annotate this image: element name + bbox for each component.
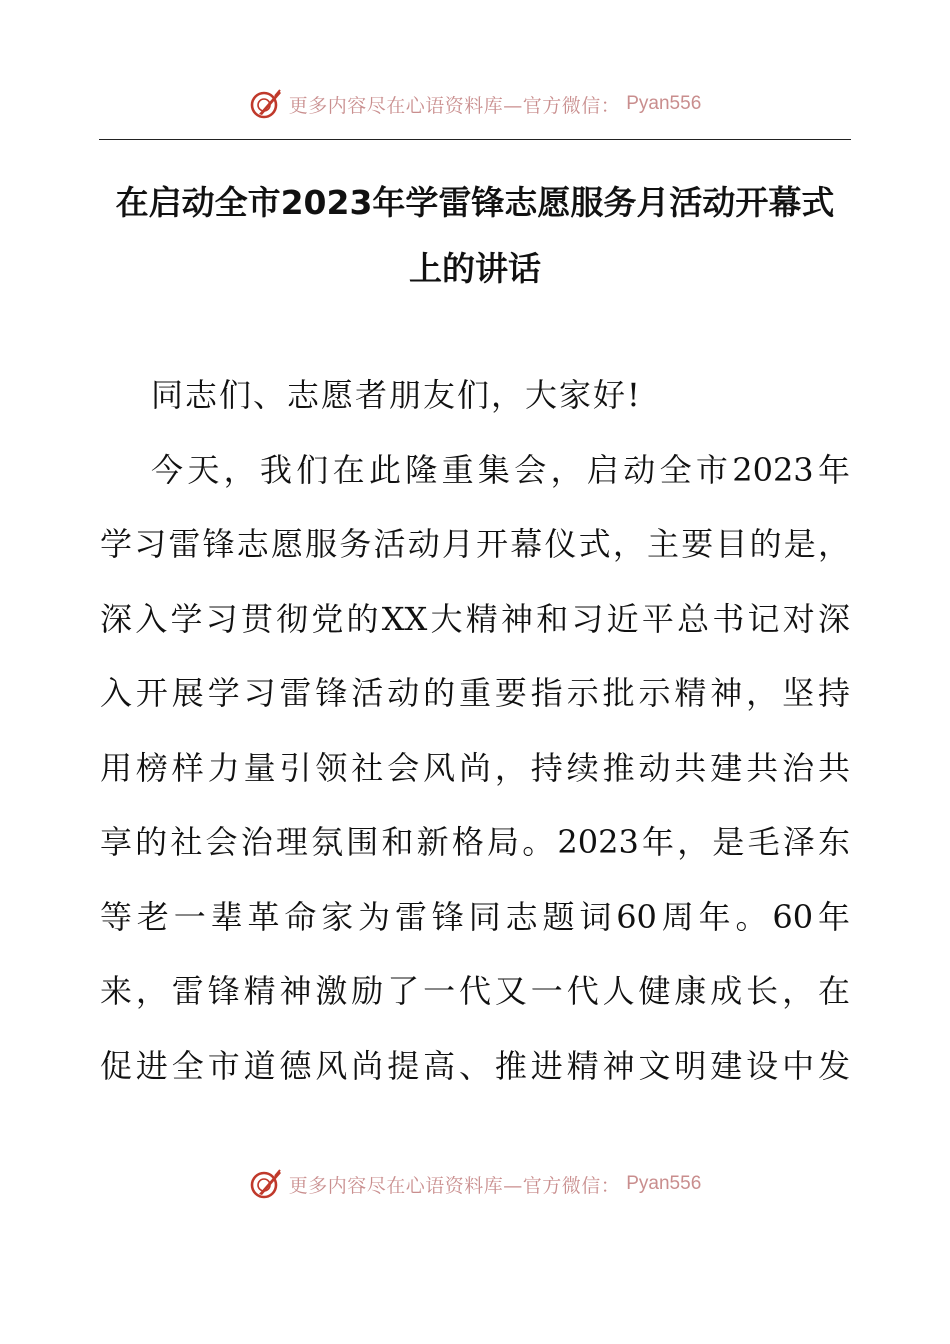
header-banner-content <box>249 87 702 121</box>
paragraph-line: 学习雷锋志愿服务活动月开幕仪式，主要目的是， <box>100 525 850 563</box>
paragraph-line: 等老一辈革命家为雷锋同志题词60周年。60年 <box>100 897 850 936</box>
document-title-line: 上的讲话 <box>409 249 541 288</box>
quill-pen-logo-icon <box>249 1167 283 1201</box>
footer-banner-text: 更多内容尽在心语资料库—官方微信： <box>288 1174 621 1197</box>
header-divider <box>99 139 851 140</box>
quill-pen-logo-icon <box>249 87 283 121</box>
paragraph-line: 享的社会治理氛围和新格局。2023年，是毛泽东 <box>100 823 850 861</box>
paragraph-line: 入开展学习雷锋活动的重要指示批示精神，坚持 <box>100 674 850 712</box>
footer-banner-content <box>249 1167 702 1201</box>
paragraph-line: 用榜样力量引领社会风尚，持续推动共建共治共 <box>100 748 850 787</box>
header-banner-text: 更多内容尽在心语资料库—官方微信： <box>288 94 621 117</box>
header-banner-wechat-id: Pyan556 <box>626 93 702 114</box>
footer-banner-wechat-id: Pyan556 <box>626 1173 702 1194</box>
paragraph-line: 今天，我们在此隆重集会，启动全市2023年 <box>151 450 850 489</box>
header-banner <box>0 82 950 126</box>
paragraph-line: 来，雷锋精神激励了一代又一代人健康成长，在 <box>100 972 850 1010</box>
footer-banner <box>0 1162 950 1206</box>
document-body <box>100 358 850 1103</box>
paragraph-line: 促进全市道德风尚提高、推进精神文明建设中发 <box>100 1046 850 1085</box>
greeting-line: 同志们、志愿者朋友们，大家好! <box>151 376 642 414</box>
document-title <box>100 170 850 302</box>
paragraph-line: 深入学习贯彻党的XX大精神和习近平总书记对深 <box>100 599 850 638</box>
document-title-line: 在启动全市2023年学雷锋志愿服务月活动开幕式 <box>115 183 835 222</box>
